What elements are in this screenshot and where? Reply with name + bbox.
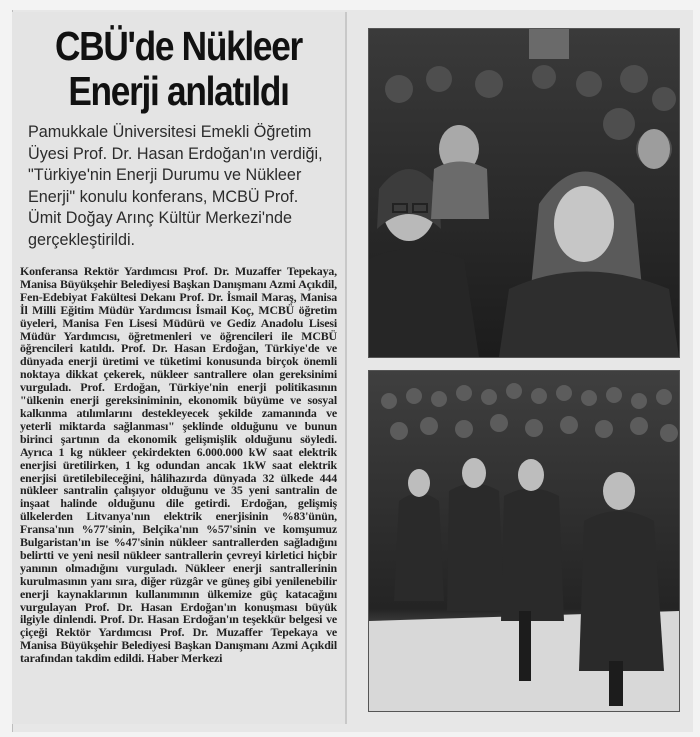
headline-line-2: Enerji anlatıldı (68, 68, 289, 114)
article-body: Konferansa Rektör Yardımcısı Prof. Dr. Muzaffer Tepekaya, Manisa Büyükşehir Belediyesi Başkan Danışmanı Azmi Açıkdil, Fen-Edebiyat Fakültesi Dekanı Prof. Dr. İsmail Maraş, Manisa İl Milli Eğitim Müdür Yardımcısı İsmail Koç, MCBÜ öğretim üyeleri, Manisa Fen Lisesi Müdürü ve Gediz Anadolu Lisesi Müdür Yardımcısı, öğretmenleri ve öğrencileri ile MCBÜ öğrencileri katıldı. Prof. Dr. Hasan Erdoğan, Türkiye'de ve dünyada enerji üretimi ve tüketimi konusunda birçok önemli noktaya dikkat çekerek, nükleer santrallere olan gereksinimi vurguladı. Prof. Erdoğan, Türkiye'nin enerji politikasının "ülkenin enerji gereksiniminin, ekonomik büyüme ve sosyal kalkınma atılımlarını destekleyecek şekilde zamanında ve yeterli miktarda sağlanması" şeklinde olduğunu ve bunun birinci şartının da ekonomik gelişmişlik olduğunu söyledi. Ayrıca 1 kg nükleer çekirdekten 6.000.000 kW saat elektrik enerjisi üretilirken, 1 kg odundan ancak 1kW saat elektrik enerjisi üretilebileceğini, hâlihazırda dünyada 32 ülkede 444 nükleer santralin çalışıyor olduğunu ve 35 yeni santralin de inşaat halinde olduğunu dile getirdi. Erdoğan, gelişmiş ülkelerden Litvanya'nın elektrik enerjisinin %83'ünün, Fransa'nın %77'sinin, Belçika'nın %57'sinin ve komşumuz Bulgaristan'ın ise %47'sinin nükleer santrallerden sağladığını belirtti ve yeni nesil nükleer santrallerin çevreyi kirletici hiçbir yanının olmadığını vurguladı. Nükleer enerji santrallerinin kurulmasının yanı sıra, diğer rüzgâr ve güneş gibi yenilenebilir enerji kaynaklarının kullanımının ülkemize güç katacağını vurgulayan Prof. Dr. Hasan Erdoğan'ın konuşması büyük ilgiyle dinlendi. Prof. Dr. Hasan Erdoğan'ın teşekkür belgesi ve çiçeği Rektör Yardımcısı Prof. Dr. Muzaffer Tepekaya ve Manisa Büyükşehir Belediyesi Başkan Danışmanı Azmi Açıkdil tarafından takdim edildi. Haber Merkezi (20, 264, 337, 666)
photo-students-audience (368, 28, 680, 358)
photo-officials-applauding (368, 370, 680, 712)
photo-column (358, 12, 688, 724)
headline-line-1: CBÜ'de Nükleer (54, 23, 303, 69)
lead-paragraph: Pamukkale Üniversitesi Emekli Öğretim Üyesi Prof. Dr. Hasan Erdoğan'ın verdiği, "Türkiye'nin Enerji Durumu ve Nükleer Enerji" konulu konferans, MCBÜ Prof. Ümit Doğay Arınç Kültür Merkezi'nde gerçekleştirildi. (28, 123, 323, 249)
article-column (12, 12, 347, 724)
headline (35, 24, 321, 114)
